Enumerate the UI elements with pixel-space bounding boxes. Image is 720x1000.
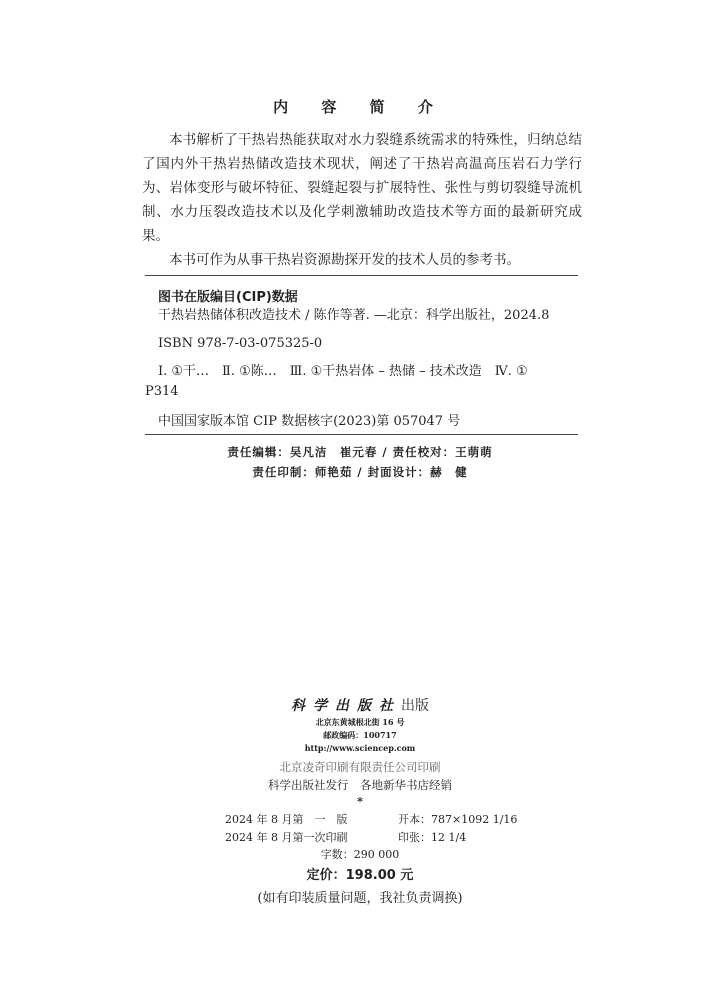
publisher-address: 北京东黄城根北街 16 号 [315,717,405,727]
publisher-postcode: 邮政编码：100717 [323,730,397,740]
sheet-count: 印张：12 1/4 [398,831,467,844]
word-count: 字数：290 000 [320,848,400,861]
intro-paragraph-1: 本书解析了干热岩热能获取对水力裂缝系统需求的特殊性，归纳总结了国内外干热岩热储改造技术现状，阐述了干热岩高温高压岩石力学行为、岩体变形与破坏特征、裂缝起裂与扩展特性、张性与剪切裂缝导流机制、水力压裂改造技术以及化学刺激辅助改造技术等方面的最新研究成果。 [142,132,582,244]
publisher-suffix: 出版 [401,698,429,714]
cip-classification: Ⅰ. ①干… Ⅱ. ①陈… Ⅲ. ①干热岩体 – 热储 – 技术改造 Ⅳ. ① [158,364,528,379]
price: 定价：198.00 元 [306,868,414,883]
cip-top-rule [145,275,578,276]
publisher-logo-text: 科学出版社 [291,698,401,714]
cip-bottom-rule [145,434,578,435]
distribution-line: 科学出版社发行 各地新华书店经销 [268,778,452,792]
introduction [142,128,582,272]
format-size: 开本：787×1092 1/16 [398,813,518,826]
credits-editors: 责任编辑：吴凡洁 崔元春 / 责任校对：王萌萌 [227,445,493,459]
cip-record-number: 中国国家版本馆 CIP 数据核字(2023)第 057047 号 [158,414,461,429]
page-title: 内 容 简 介 [273,98,447,116]
cip-heading: 图书在版编目(CIP)数据 [158,290,298,305]
credits-production: 责任印制：师艳茹 / 封面设计：赫 健 [252,465,468,479]
cip-citation: 干热岩热储体积改造技术 / 陈作等著. —北京：科学出版社，2024.8 [158,308,550,323]
quality-notice: (如有印装质量问题，我社负责调换) [257,891,463,906]
cip-isbn: ISBN 978-7-03-075325-0 [158,336,323,351]
publisher-url: http://www.sciencep.com [304,743,416,753]
cip-classification-code: P314 [145,384,179,399]
edition-date: 2024 年 8 月第 一 版 [225,813,348,826]
printer-line: 北京凌奇印刷有限责任公司印刷 [279,760,441,774]
publisher-line [0,695,720,715]
separator-star: * [356,794,363,808]
intro-paragraph-2: 本书可作为从事干热岩资源勘探开发的技术人员的参考书。 [169,252,520,268]
print-date: 2024 年 8 月第一次印刷 [225,831,348,844]
